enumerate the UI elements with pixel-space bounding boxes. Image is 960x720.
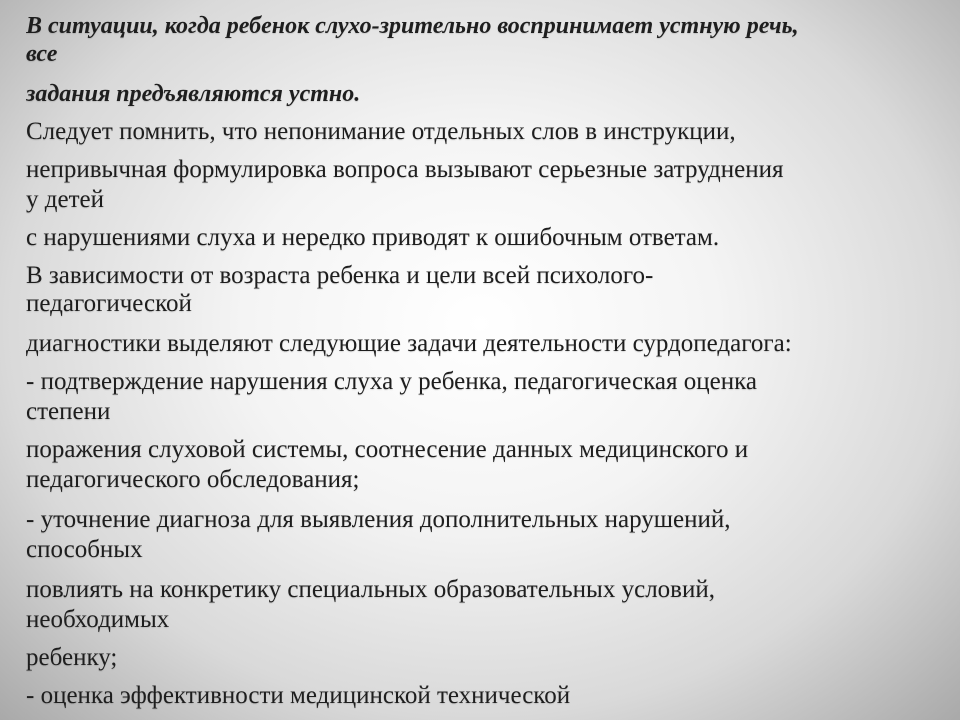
text-line: В зависимости от возраста ребенка и цели всей психолого- bbox=[26, 262, 654, 289]
text-line: педагогического обследования; bbox=[26, 466, 360, 493]
text-line: с нарушениями слуха и нередко приводят к ошибочным ответам. bbox=[26, 224, 720, 251]
text-line: непривычная формулировка вопроса вызывают серьезные затруднения bbox=[26, 156, 784, 183]
text-line: - оценка эффективности медицинской технической bbox=[26, 682, 571, 709]
text-line: поражения слуховой системы, соотнесение данных медицинского и bbox=[26, 436, 749, 463]
text-line: - подтверждение нарушения слуха у ребенка, педагогическая оценка bbox=[26, 368, 757, 395]
text-line: повлиять на конкретику специальных образовательных условий, bbox=[26, 576, 715, 603]
text-line: В ситуации, когда ребенок слухо-зрительно воспринимает устную речь, bbox=[26, 13, 799, 39]
text-line: необходимых bbox=[26, 606, 170, 633]
text-line: задания предъявляются устно. bbox=[26, 81, 361, 107]
text-line: ребенку; bbox=[26, 644, 118, 671]
text-line: все bbox=[26, 41, 58, 67]
text-line: у детей bbox=[26, 186, 104, 213]
text-line: Следует помнить, что непонимание отдельных слов в инструкции, bbox=[26, 118, 736, 145]
text-line: педагогической bbox=[26, 290, 192, 317]
text-line: степени bbox=[26, 398, 111, 425]
text-line: способных bbox=[26, 536, 143, 563]
text-line: - уточнение диагноза для выявления дополнительных нарушений, bbox=[26, 506, 731, 533]
slide-text-area bbox=[26, 0, 946, 720]
text-line: диагностики выделяют следующие задачи деятельности сурдопедагога: bbox=[26, 330, 792, 357]
